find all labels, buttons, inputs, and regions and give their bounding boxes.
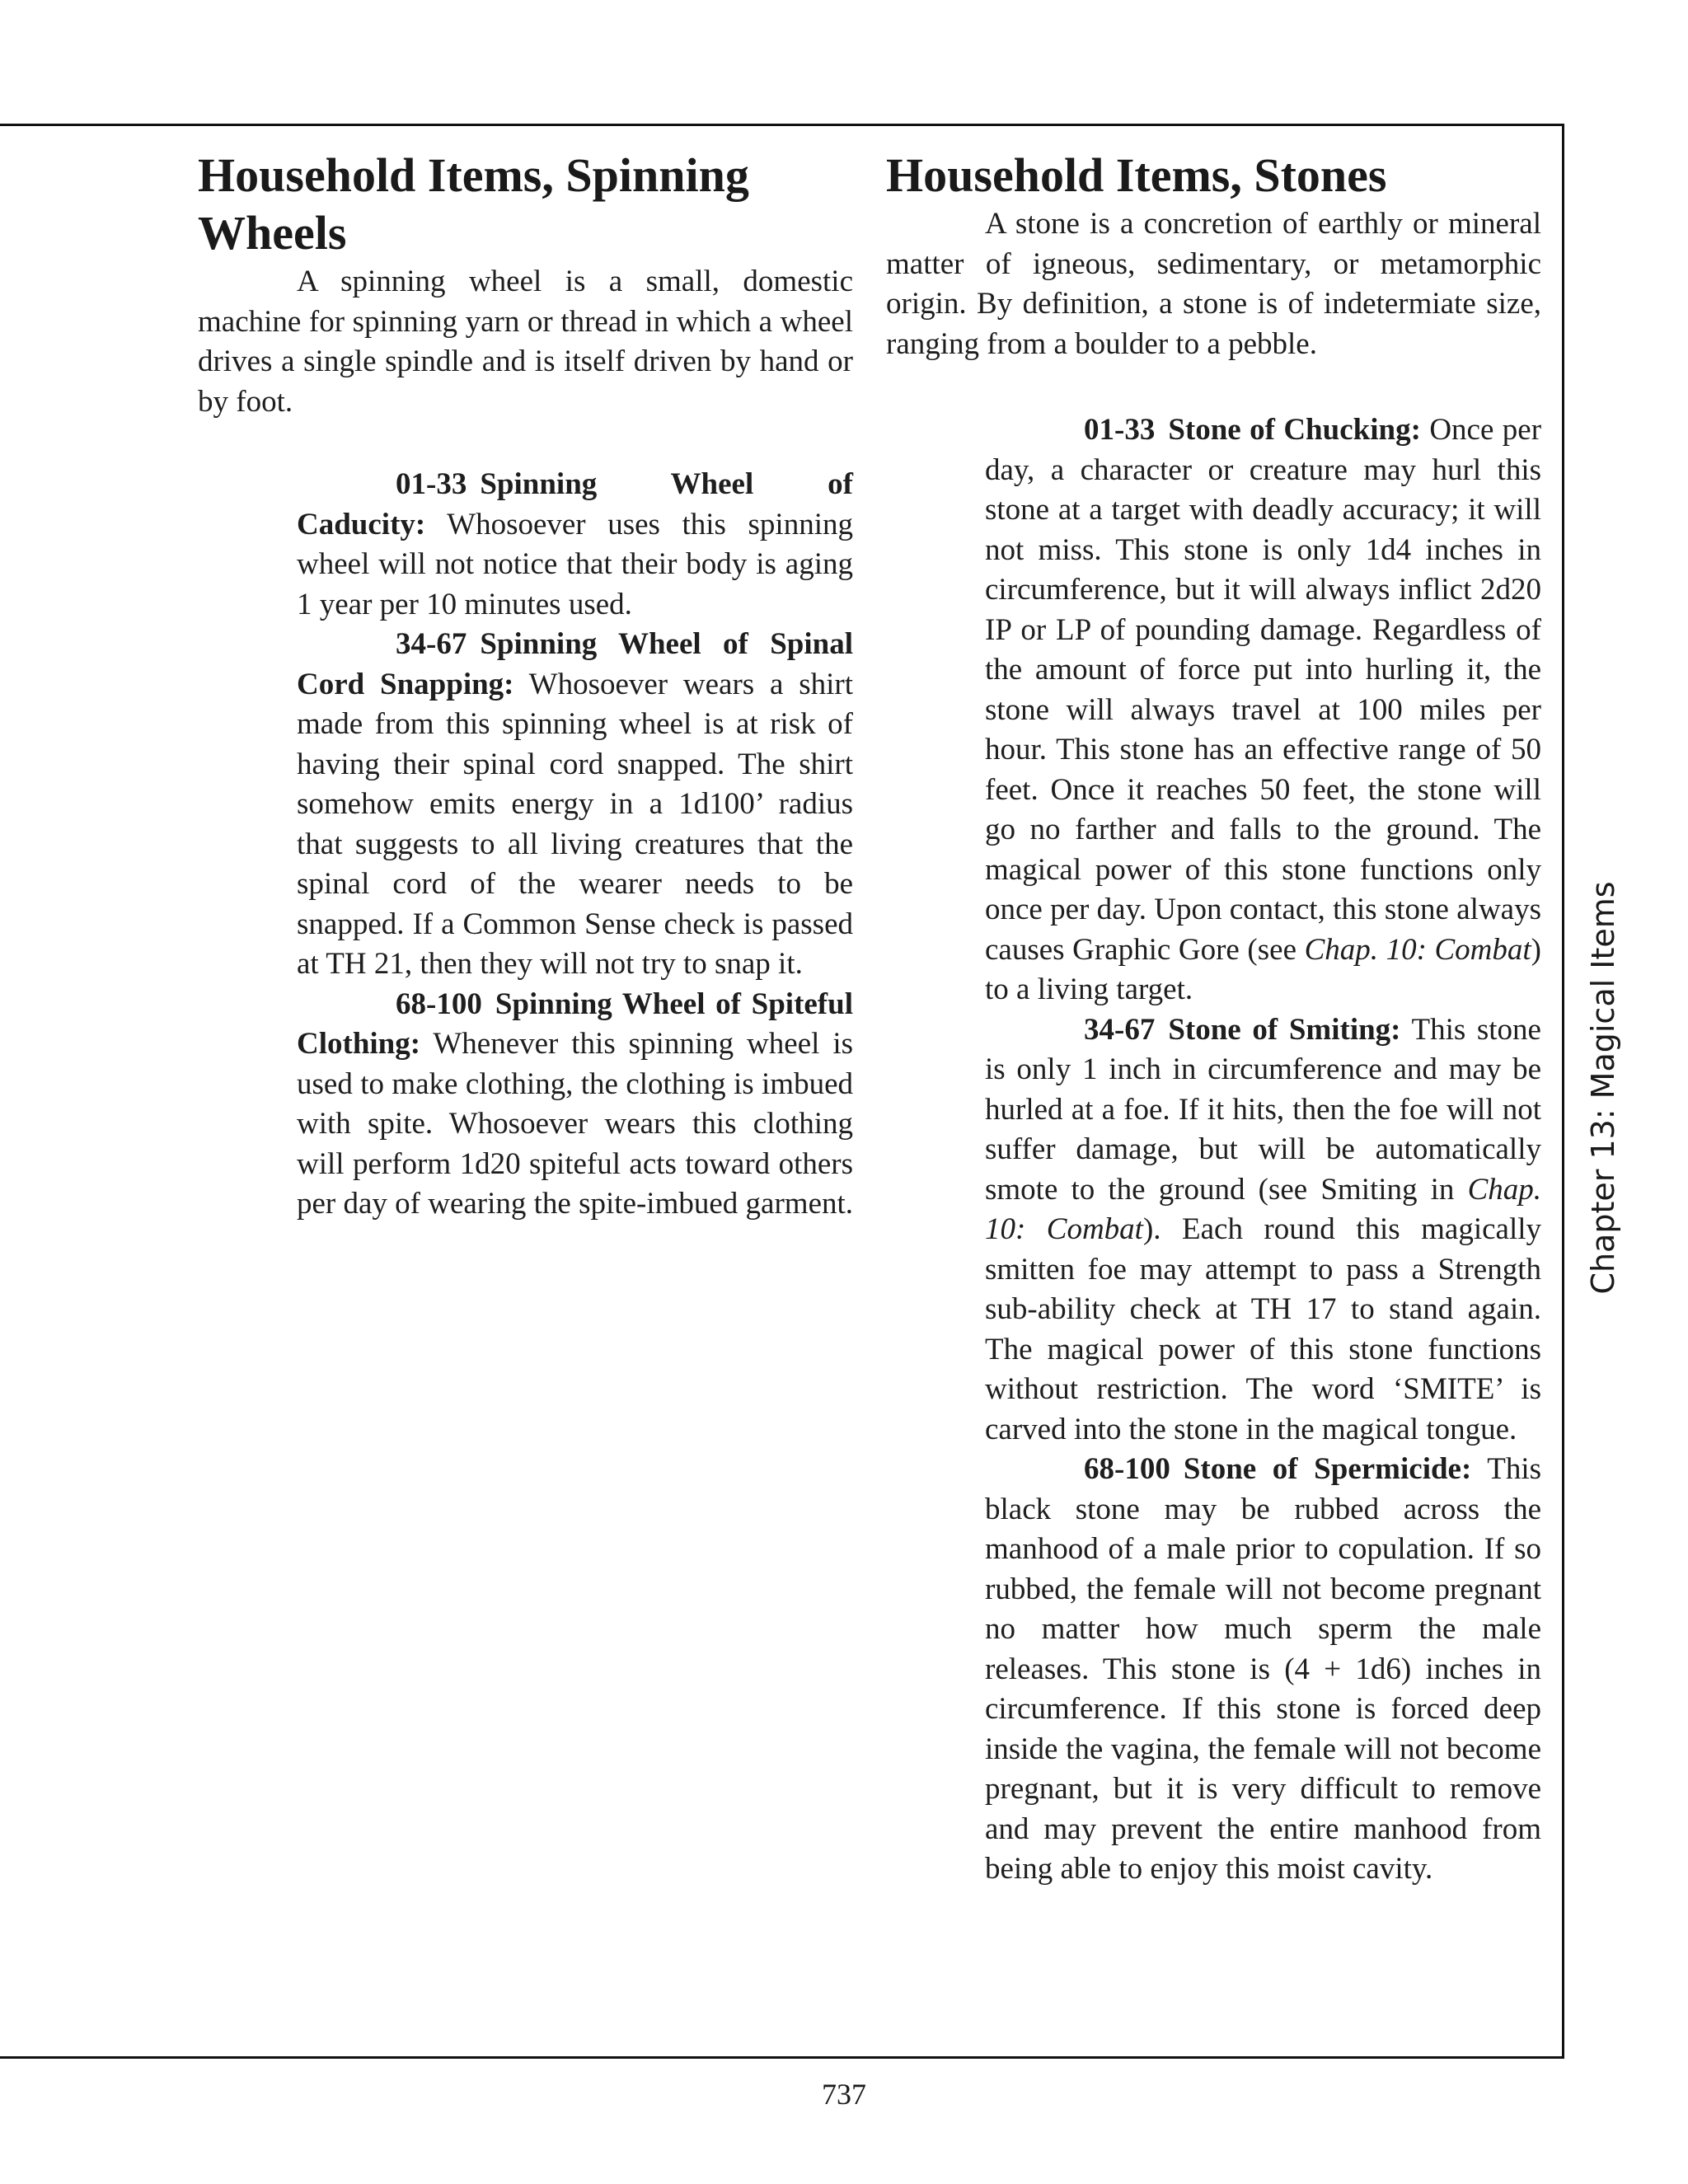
entry-spinning-wheel-of-caducity <box>297 465 853 625</box>
entry-text: Whosoever uses this spinning wheel will not notice that their body is aging 1 year per 10 minutes used. <box>297 507 853 621</box>
section-heading-spinning-wheels: Household Items, Spinning Wheels <box>198 148 749 260</box>
section-intro: A spinning wheel is a small, domestic machine for spinning yarn or thread in which a wheel drives a single spindle and is itself driven by hand or by foot. <box>198 265 853 419</box>
entry-roll-range: 34-67 <box>396 627 467 661</box>
page-frame-right-rule <box>1562 124 1564 2059</box>
entry-text-continued: ). Each round this magically smitten foe may attempt to pass a Strength sub-ability check at TH 17 to stand again. The magical power of this stone functions without restriction. The word ‘SMITE’ is carved into the stone in the magical tongue. <box>985 1212 1542 1446</box>
page-frame-top-rule <box>0 124 1564 126</box>
entry-spinning-wheel-of-spinal-cord-snapping <box>297 625 853 985</box>
entry-stone-of-spermicide <box>985 1450 1541 1890</box>
entry-title: Spinning Wheel of Spinal Cord Snapping: <box>297 627 853 701</box>
entry-title: Stone of Chucking: <box>1168 413 1421 447</box>
entry-text: This black stone may be rubbed across the manhood of a male prior to copulation. If so rubbed, the female will not become pregnant no matter how much sperm the male releases. This stone is (4 + 1d6) inches in circumference. If this stone is forced deep inside the vagina, the female will not become pregnant, but it is very difficult to remove and may prevent the entire manhood from being able to enjoy this moist cavity. <box>985 1452 1541 1886</box>
entry-roll-range: 34-67 <box>1084 1012 1156 1047</box>
chapter-reference: Chap. 10: Combat <box>985 1172 1541 1246</box>
entry-spinning-wheel-of-spiteful-clothing <box>297 985 853 1225</box>
entry-roll-range: 68-100 <box>396 987 482 1021</box>
entry-title: Spinning Wheel of Spiteful Clothing: <box>297 987 853 1061</box>
entry-list <box>297 465 853 1225</box>
entry-title: Stone of Smiting: <box>1168 1012 1401 1047</box>
entry-stone-of-chucking <box>985 410 1541 1010</box>
section-heading-stones: Household Items, Stones <box>886 148 1387 202</box>
chapter-side-title: Chapter 13: Magical Items <box>1585 881 1621 1295</box>
chapter-reference: Chap. 10: Combat <box>1304 932 1531 967</box>
entry-text: Whosoever wears a shirt made from this spinning wheel is at risk of having their spinal cord snapped. The shirt somehow emits energy in a 1d100’ radius that suggests to all living creatures that the spinal cord of the wearer needs to be snapped. If a Common Sense check is passed at TH 21, then they will not try to snap it. <box>297 667 853 981</box>
page-number: 737 <box>822 2078 866 2111</box>
entry-text: This stone is only 1 inch in circumference and may be hurled at a foe. If it hits, then the foe will not suffer damage, but will be automatically smote to the ground (see Smiting in <box>985 1012 1541 1207</box>
entry-roll-range: 68-100 <box>1084 1452 1170 1486</box>
entry-title: Stone of Spermicide: <box>1183 1452 1472 1486</box>
entry-title: Spinning Wheel of Caducity: <box>297 467 853 541</box>
section-intro: A stone is a concretion of earthly or mineral matter of igneous, sedimentary, or metamorphic origin. By definition, a stone is of indetermiate size, ranging from a boulder to a pebble. <box>886 207 1541 361</box>
entry-roll-range: 01-33 <box>396 467 467 501</box>
entry-list <box>985 410 1541 1890</box>
entry-text-continued: ) to a living target. <box>985 932 1541 1006</box>
left-column <box>198 147 853 1225</box>
entry-roll-range: 01-33 <box>1084 413 1156 447</box>
right-column <box>886 147 1541 1890</box>
entry-text: Whenever this spinning wheel is used to make clothing, the clothing is imbued with spite. Whosoever wears this clothing will perform 1d20 spiteful acts toward others per day of wearing the spite-imbued garment. <box>297 1027 854 1221</box>
entry-text: Once per day, a character or creature may hurl this stone at a target with deadly accuracy; it will not miss. This stone is only 1d4 inches in circumference, but it will always inflict 2d20 IP or LP of pounding damage. Regardless of the amount of force put into hurling it, the stone will always travel at 100 miles per hour. This stone has an effective range of 50 feet. Once it reaches 50 feet, the stone will go no farther and falls to the ground. The magical power of this stone functions only once per day. Upon contact, this stone always causes Graphic Gore (see <box>985 413 1542 967</box>
page-frame-bottom-rule <box>0 2056 1564 2059</box>
entry-stone-of-smiting <box>985 1010 1541 1451</box>
